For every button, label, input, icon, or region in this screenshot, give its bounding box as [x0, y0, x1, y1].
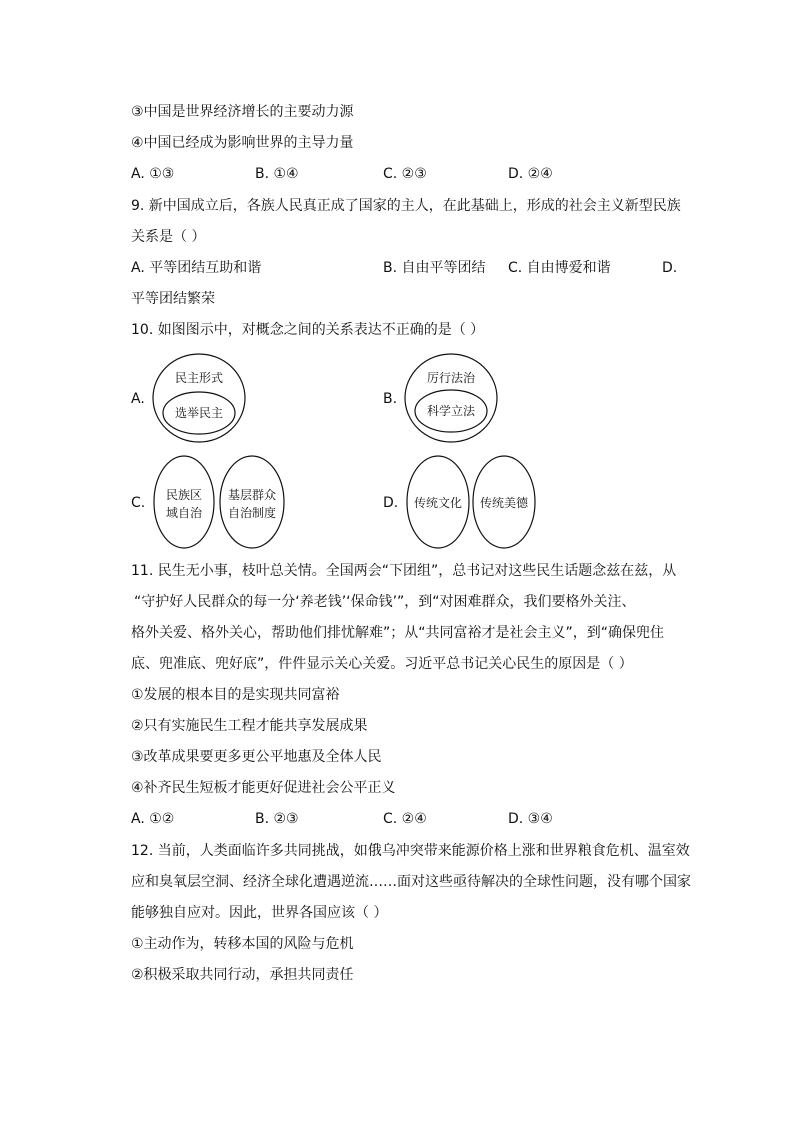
q10-c-left-line1: 民族区	[165, 488, 203, 502]
q8-option-a: A. ①③	[131, 166, 175, 182]
q8-option-c: C. ②③	[383, 166, 427, 182]
left-ellipse	[154, 456, 214, 548]
q11-stem-line4: 底、兜准底、兜好底”，件件显示关心关爱。习近平总书记关心民生的原因是（ ）	[131, 656, 633, 672]
q12-stem-line2: 应和臭氧层空洞、经济全球化遭遇逆流……面对这些亟待解决的全球性问题，没有哪个国家	[131, 874, 691, 890]
q10-label-c: C.	[131, 495, 146, 511]
q11-option-b: B. ②③	[255, 811, 299, 827]
q10-diagram-a	[150, 352, 250, 444]
q11-item-3: ③改革成果要更多更公平地惠及全体人民	[131, 749, 382, 765]
q11-item-4: ④补齐民生短板才能更好促进社会公平正义	[131, 780, 396, 796]
q12-item-2: ②积极采取共同行动，承担共同责任	[131, 967, 354, 983]
right-ellipse	[220, 456, 284, 548]
q10-d-left-text: 传统文化	[413, 496, 463, 510]
q9-option-b: B. 自由平等团结	[383, 260, 486, 276]
q10-diagram-b	[402, 352, 502, 444]
q10-b-outer-text: 厉行法治	[426, 371, 476, 385]
q11-stem-line3: 格外关爱、格外关心，帮助他们排忧解难”；从“共同富裕才是社会主义”，到“确保兜住	[131, 625, 665, 641]
q11-option-c: C. ②④	[383, 811, 427, 827]
q11-item-1: ①发展的根本目的是实现共同富裕	[131, 687, 340, 703]
q9-stem-line1: 9. 新中国成立后，各族人民真正成了国家的主人，在此基础上，形成的社会主义新型民族	[131, 198, 681, 214]
outer-circle	[405, 354, 497, 442]
q12-stem-line3: 能够独自应对。因此，世界各国应该（ ）	[131, 905, 388, 921]
q10-label-b: B.	[383, 391, 398, 407]
q11-option-a: A. ①②	[131, 811, 175, 827]
q8-option-d: D. ②④	[508, 166, 553, 182]
q11-stem-line2: “守护好人民群众的每一分‘养老钱’‘保命钱’”，到“对困难群众，我们要格外关注、	[134, 594, 636, 610]
q10-label-d: D.	[383, 495, 399, 511]
q9-option-a: A. 平等团结互助和谐	[131, 260, 262, 276]
q10-label-a: A.	[131, 391, 145, 407]
q12-item-1: ①主动作为，转移本国的风险与危机	[131, 936, 354, 952]
q10-b-inner-text: 科学立法	[426, 404, 476, 418]
q10-c-right-line2: 自治制度	[227, 506, 277, 520]
outer-circle	[153, 354, 245, 442]
q11-item-2: ②只有实施民生工程才能共享发展成果	[131, 718, 368, 734]
q9-stem-line2: 关系是（ ）	[131, 229, 206, 245]
item-3: ③中国是世界经济增长的主要动力源	[131, 104, 354, 120]
q8-option-b: B. ①④	[255, 166, 299, 182]
q10-stem: 10. 如图图示中，对概念之间的关系表达不正确的是（ ）	[131, 322, 485, 338]
q9-option-d-text: 平等团结繁荣	[131, 291, 215, 307]
q10-diagram-c	[150, 452, 290, 552]
q12-stem-line1: 12. 当前，人类面临许多共同挑战，如俄乌冲突带来能源价格上涨和世界粮食危机、温室效	[131, 843, 690, 859]
q10-diagram-d	[402, 452, 542, 552]
q10-c-left-line2: 域自治	[165, 506, 203, 520]
item-4: ④中国已经成为影响世界的主导力量	[131, 135, 354, 151]
q10-a-outer-text: 民主形式	[174, 371, 224, 385]
q10-a-inner-text: 选举民主	[174, 406, 224, 420]
q9-option-c: C. 自由博爱和谐	[508, 260, 611, 276]
q10-c-right-line1: 基层群众	[227, 488, 277, 502]
q9-option-d: D.	[662, 260, 678, 276]
q11-option-d: D. ③④	[508, 811, 553, 827]
q11-stem-line1: 11. 民生无小事，枝叶总关情。全国两会“下团组”，总书记对这些民生话题念兹在兹，从	[131, 563, 677, 579]
q10-d-right-text: 传统美德	[479, 496, 529, 510]
